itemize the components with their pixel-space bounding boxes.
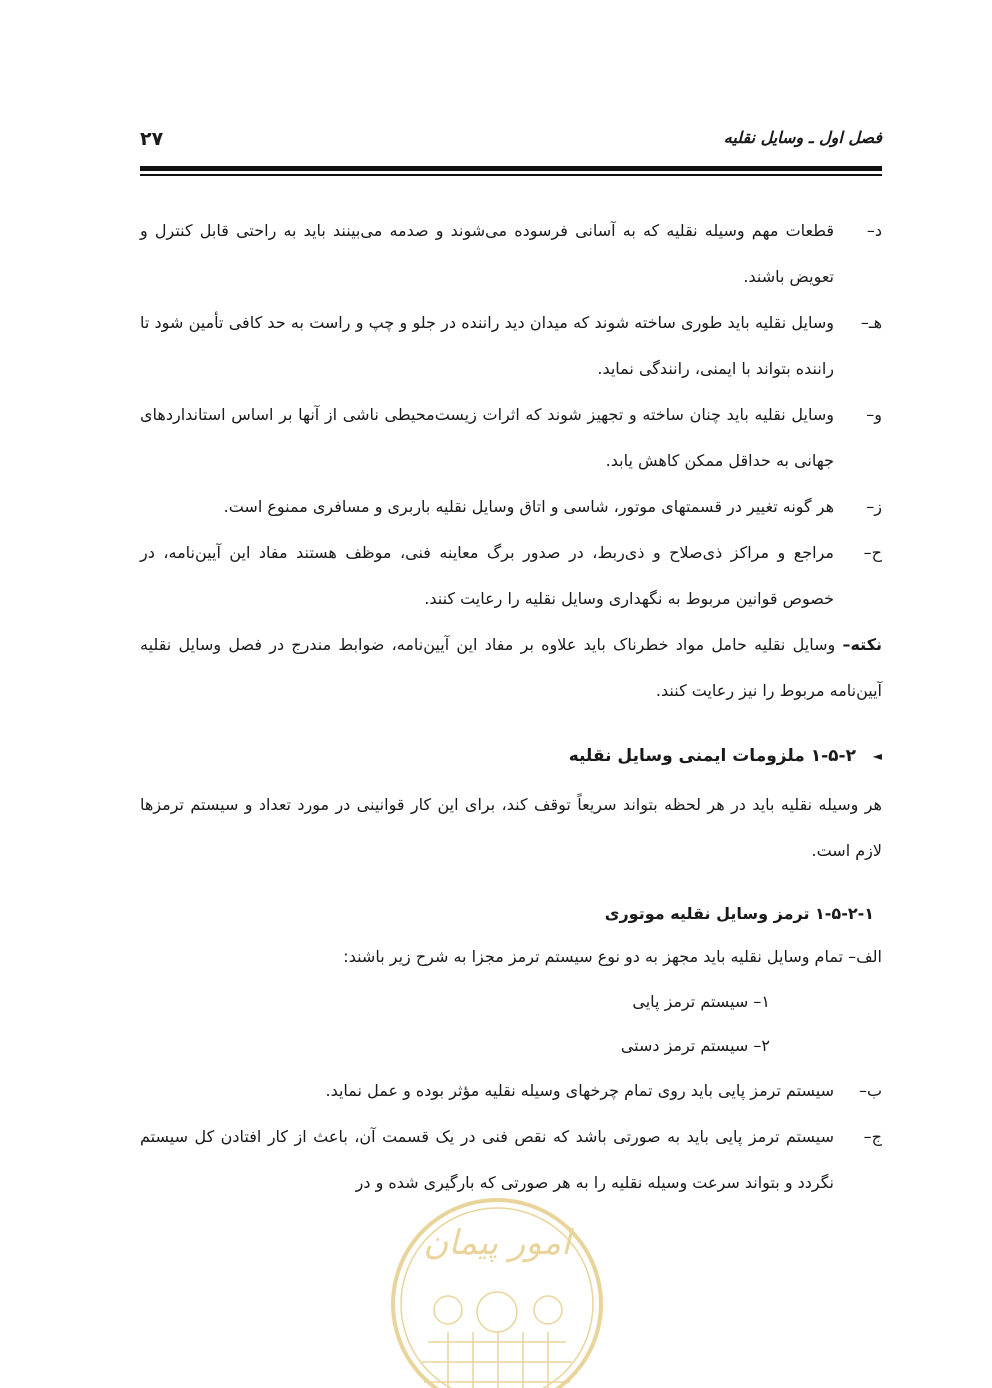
brake-list-item: ۱– سیستم ترمز پایی [632, 992, 770, 1011]
watermark-text: امور پیمان [423, 1223, 571, 1263]
note-text: وسایل نقلیه حامل مواد خطرناک باید علاوه بر مفاد این آیین‌نامه، ضوابط مندرج در فصل وسایل نقلیه آیین‌نامه مربوط را نیز رعایت کنند. [140, 635, 882, 700]
header-rule-thin [140, 174, 882, 176]
item-text: سیستم ترمز پایی باید به صورتی باشد که نقص فنی در یک قسمت آن، باعث از کار افتادن کل سیستم نگردد و بتواند سرعت وسیله نقلیه را به هر صورتی که بارگیری شده و در [140, 1127, 834, 1192]
list-item [140, 208, 882, 300]
list-item [140, 484, 882, 530]
section-title: ۱-۵-۲ ملزومات ایمنی وسایل نقلیه [568, 746, 856, 766]
item-text: وسایل نقلیه باید طوری ساخته شوند که میدان دید راننده در جلو و چپ و راست به حد کافی تأمین شود تا راننده بتواند با ایمنی، رانندگی نماید. [140, 313, 834, 378]
chapter-title: فصل اول ـ وسایل نقلیه [723, 128, 882, 147]
subsection-intro: الف– تمام وسایل نقلیه باید مجهز به دو نوع سیستم ترمز مجزا به شرح زیر باشند: [343, 947, 882, 966]
item-marker: ح– [863, 543, 882, 562]
item-marker: ج– [863, 1127, 882, 1146]
subsection-title: ۱-۵-۲-۱ ترمز وسایل نقلیه موتوری [604, 904, 874, 923]
item-text: هر گونه تغییر در قسمتهای موتور، شاسی و اتاق وسایل نقلیه باربری و مسافری ممنوع است. [223, 497, 834, 516]
running-header [140, 128, 882, 162]
item-text: مراجع و مراکز ذی‌صلاح و ذی‌ربط، در صدور برگ معاینه فنی، موظف هستند مفاد این آیین‌نامه، در خصوص قوانین مربوط به نگهداری وسایل نقلیه را رعایت کنند. [140, 543, 834, 608]
item-marker: هـ– [860, 313, 882, 332]
triangle-left-icon: ◄ [872, 749, 882, 763]
note-label: نکته– [842, 635, 882, 654]
body-text [140, 208, 882, 1206]
item-text: سیستم ترمز پایی باید روی تمام چرخهای وسیله نقلیه مؤثر بوده و عمل نماید. [325, 1081, 834, 1100]
item-marker: ز– [866, 497, 882, 516]
brake-list-item: ۲– سیستم ترمز دستی [620, 1036, 770, 1055]
list-item [140, 300, 882, 392]
item-text: وسایل نقلیه باید چنان ساخته و تجهیز شوند که اثرات زیست‌محیطی ناشی از آنها بر اساس استانداردهای جهانی به حداقل ممکن کاهش یابد. [140, 405, 834, 470]
item-text: قطعات مهم وسیله نقلیه که به آسانی فرسوده می‌شوند و صدمه می‌بینند باید به راحتی قابل کنترل و تعویض باشند. [140, 221, 834, 286]
section-heading [140, 736, 882, 776]
page-number: ۲۷ [140, 128, 164, 150]
list-item [140, 392, 882, 484]
note-paragraph [140, 622, 882, 714]
list-item [140, 1068, 882, 1114]
seal-icon [388, 1192, 606, 1388]
item-marker: د– [866, 221, 882, 240]
header-rule-thick [140, 166, 882, 171]
section-paragraph: هر وسیله نقلیه باید در هر لحظه بتواند سریعاً توقف کند، برای این کار قوانینی در مورد تعداد و سیستم ترمزها لازم است. [140, 795, 882, 860]
watermark-logo [388, 1192, 606, 1388]
list-item [140, 530, 882, 622]
item-marker: و– [866, 405, 882, 424]
brake-list [140, 980, 882, 1068]
item-marker: ب– [858, 1081, 882, 1100]
